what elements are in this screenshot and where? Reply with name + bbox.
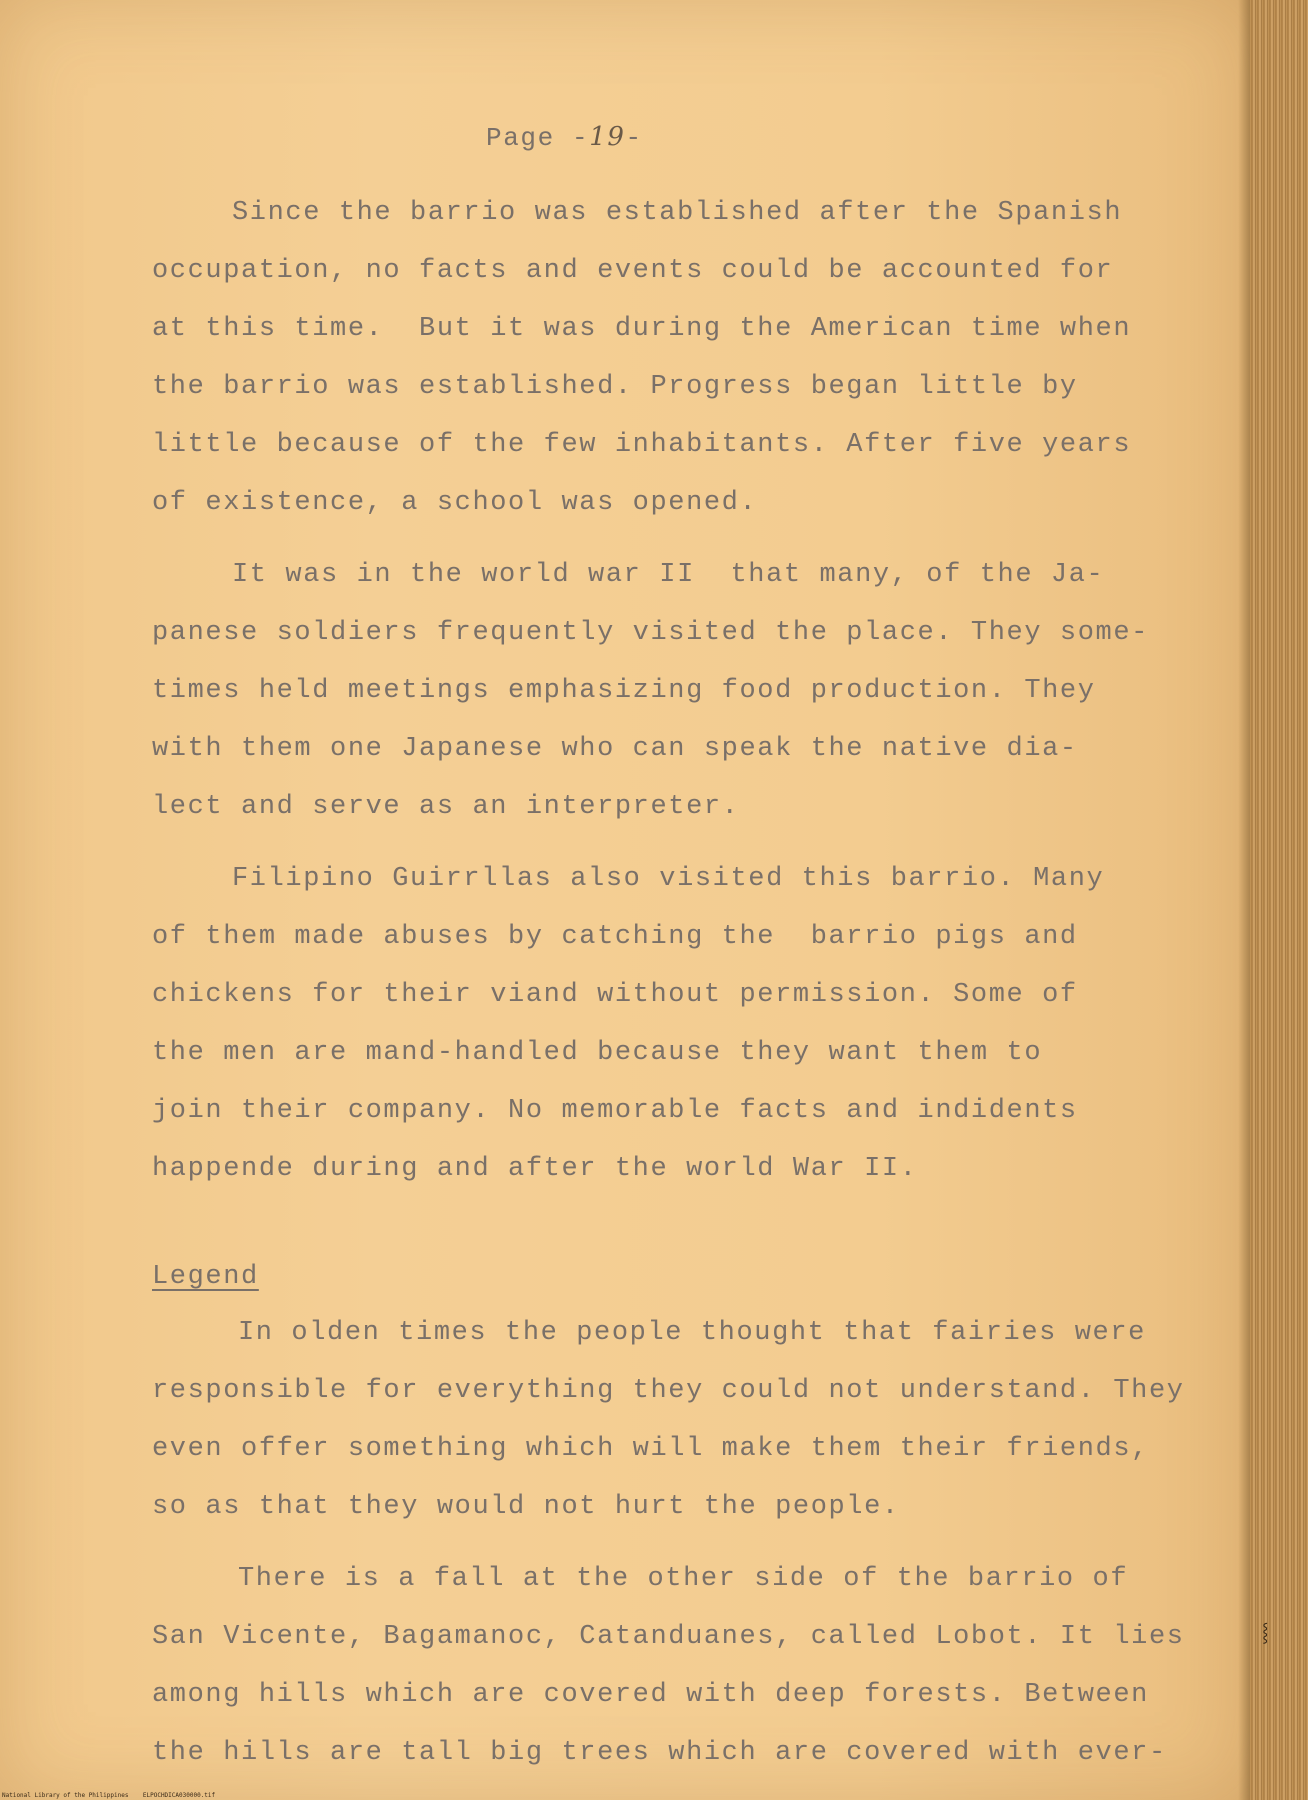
page-number: Page -19- — [486, 122, 643, 153]
text-line: of existence, a school was opened. — [152, 488, 758, 518]
text-line: It was in the world war II that many, of the Ja- — [232, 560, 1105, 590]
text-line: at this time. But it was during the American time when — [152, 314, 1132, 344]
text-line: so as that they would not hurt the people. — [152, 1492, 900, 1522]
text-line: occupation, no facts and events could be accounted for — [152, 256, 1114, 286]
text-line: In olden times the people thought that fairies were — [238, 1318, 1146, 1348]
archive-footer: National Library of the Philippines ELPOCHDICA030000.tif — [2, 1792, 216, 1799]
text-line: responsible for everything they could not understand. They — [152, 1376, 1185, 1406]
text-line: the hills are tall big trees which are covered with ever- — [152, 1738, 1167, 1768]
text-line: Filipino Guirrllas also visited this barrio. Many — [232, 864, 1105, 894]
text-line: join their company. No memorable facts and indidents — [152, 1096, 1078, 1126]
text-line: happende during and after the world War II. — [152, 1154, 918, 1184]
text-line: of them made abuses by catching the barrio pigs and — [152, 922, 1078, 952]
text-line: the barrio was established. Progress began little by — [152, 372, 1078, 402]
text-line: even offer something which will make them their friends, — [152, 1434, 1149, 1464]
text-line: among hills which are covered with deep forests. Between — [152, 1680, 1149, 1710]
text-line: the men are mand-handled because they want them to — [152, 1038, 1043, 1068]
text-line: little because of the few inhabitants. After five years — [152, 430, 1132, 460]
text-line: chickens for their viand without permission. Some of — [152, 980, 1078, 1010]
margin-mark-icon: ⸾ — [1262, 1622, 1269, 1643]
text-line: There is a fall at the other side of the barrio of — [238, 1564, 1129, 1594]
text-line: lect and serve as an interpreter. — [152, 792, 740, 822]
text-line: San Vicente, Bagamanoc, Catanduanes, called Lobot. It lies — [152, 1622, 1185, 1652]
text-line: panese soldiers frequently visited the place. They some- — [152, 618, 1149, 648]
text-line: Since the barrio was established after the Spanish — [232, 198, 1123, 228]
text-line: times held meetings emphasizing food production. They — [152, 676, 1096, 706]
book-binding — [1250, 0, 1308, 1800]
text-line: with them one Japanese who can speak the native dia- — [152, 734, 1078, 764]
legend-heading: Legend — [152, 1262, 259, 1292]
